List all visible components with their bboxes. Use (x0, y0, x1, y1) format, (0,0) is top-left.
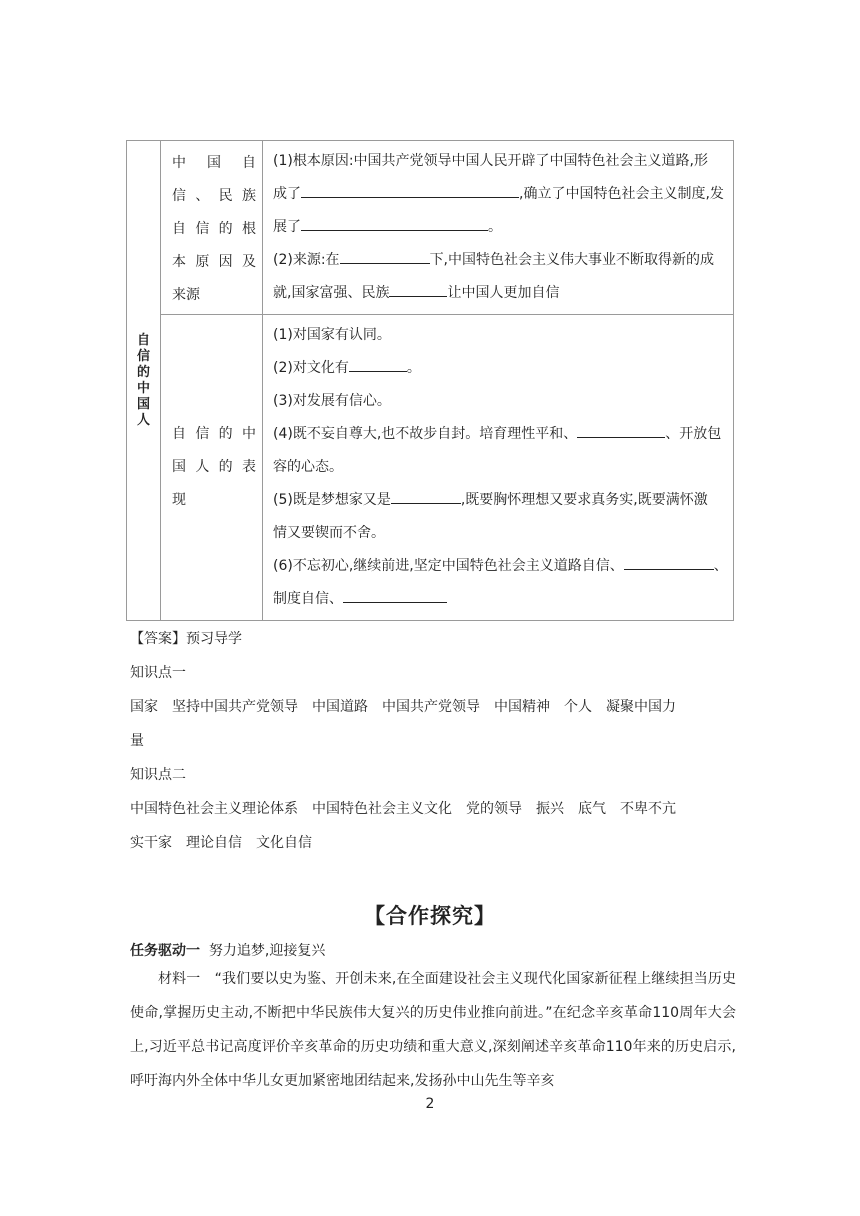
knowledge-point-2-title: 知识点二 (130, 767, 186, 783)
text: 、开放包 (665, 426, 722, 442)
content-line: 容的心态。 (273, 459, 343, 475)
text: 展了 (273, 219, 301, 235)
fill-blank[interactable] (577, 419, 665, 438)
knowledge-point-1-tail: 量 (130, 733, 144, 749)
topic-line: 中 国 自 (172, 155, 256, 171)
answer-item: 凝聚中国力 (606, 699, 676, 715)
knowledge-point-1-title: 知识点一 (130, 665, 186, 681)
answer-item: 中国共产党领导 (382, 699, 480, 715)
section-title: 【合作探究】 (364, 904, 496, 928)
knowledge-point-2-answers (130, 792, 736, 826)
fill-blank[interactable] (340, 245, 430, 264)
task-heading (130, 940, 325, 962)
content-line (273, 352, 729, 385)
topic-line: 国人的表 (172, 459, 256, 475)
answer-item: 文化自信 (256, 835, 312, 851)
fill-blank[interactable] (349, 353, 407, 372)
content-line: (3)对发展有信心。 (273, 393, 391, 409)
text: 。 (488, 219, 502, 235)
content-line (273, 244, 729, 277)
answer-item: 中国特色社会主义文化 (312, 801, 452, 817)
content-line (273, 178, 729, 211)
content-line (273, 277, 729, 310)
content-cell-origin (263, 141, 734, 315)
content-line (273, 418, 729, 451)
answer-item: 实干家 (130, 835, 172, 851)
text: (2)对文化有 (273, 360, 349, 376)
topic-cell-manifestation (161, 315, 263, 621)
knowledge-table (126, 140, 734, 621)
fill-blank[interactable] (624, 551, 714, 570)
answer-item: 振兴 (536, 801, 564, 817)
text: (6)不忘初心,继续前进,坚定中国特色社会主义道路自信、 (273, 558, 624, 574)
answer-item: 中国精神 (494, 699, 550, 715)
answer-item: 理论自信 (186, 835, 242, 851)
knowledge-point-2-answers-cont (130, 826, 736, 860)
text: 成了 (273, 186, 301, 202)
content-line: (1)对国家有认同。 (273, 327, 391, 343)
text: 制度自信、 (273, 591, 343, 607)
fill-blank[interactable] (301, 212, 488, 231)
task-text: 努力追梦,迎接复兴 (208, 943, 326, 959)
text: ,确立了中国特色社会主义制度,发 (519, 186, 724, 202)
content-line: 情又要锲而不舍。 (273, 525, 385, 541)
side-label-cell (127, 141, 161, 621)
topic-line: 自信的根 (172, 221, 256, 237)
text: 。 (406, 360, 421, 376)
answer-header: 【答案】预习导学 (130, 631, 242, 647)
answer-item: 底气 (578, 801, 606, 817)
text: ,既要胸怀理想又要求真务实,既要满怀激 (460, 492, 708, 508)
answer-item: 个人 (564, 699, 592, 715)
topic-line: 信、民族 (172, 188, 256, 204)
content-line (273, 550, 729, 583)
text: (4)既不妄自尊大,也不故步自封。培育理性平和、 (273, 426, 578, 442)
text: (5)既是梦想家又是 (273, 492, 391, 508)
answer-item: 党的领导 (466, 801, 522, 817)
knowledge-point-1-answers (130, 690, 736, 724)
topic-line: 本原因及 (172, 254, 256, 270)
content-line (273, 583, 729, 616)
topic-line: 现 (172, 492, 186, 508)
topic-cell-origin (161, 141, 263, 315)
fill-blank[interactable] (343, 584, 447, 603)
text: 让中国人更加自信 (447, 285, 560, 301)
fill-blank[interactable] (301, 179, 519, 198)
topic-line: 自信的中 (172, 426, 256, 442)
task-label: 任务驱动一 (130, 943, 200, 959)
answer-item: 坚持中国共产党领导 (172, 699, 298, 715)
text: (2)来源:在 (273, 252, 340, 268)
side-label: 自信的中国人 (136, 332, 150, 428)
fill-blank[interactable] (391, 485, 461, 504)
page-number: 2 (425, 1096, 435, 1112)
fill-blank[interactable] (389, 278, 447, 297)
text: 下,中国特色社会主义伟大事业不断取得新的成 (429, 252, 715, 268)
topic-line: 来源 (172, 287, 200, 303)
content-line (273, 211, 729, 244)
answer-item: 中国道路 (312, 699, 368, 715)
text: 就,国家富强、民族 (273, 285, 390, 301)
content-cell-manifestation (263, 315, 734, 621)
content-line (273, 484, 729, 517)
material-paragraph: 材料一 “我们要以史为鉴、开创未来,在全面建设社会主义现代化国家新征程上继续担当历史使命,掌握历史主动,不断把中华民族伟大复兴的历史伟业推向前进。”在纪念辛亥革命110周年大会上,习近平总书记高度评价辛亥革命的历史功绩和重大意义,深刻阐述辛亥革命110年来的历史启示,呼吁海内外全体中华儿女更加紧密地团结起来,发扬孙中山先生等辛亥 (130, 971, 736, 1089)
text: 、 (713, 558, 728, 574)
answer-item: 国家 (130, 699, 158, 715)
answer-item: 不卑不亢 (620, 801, 676, 817)
content-line: (1)根本原因:中国共产党领导中国人民开辟了中国特色社会主义道路,形 (273, 153, 708, 169)
answer-item: 中国特色社会主义理论体系 (130, 801, 298, 817)
